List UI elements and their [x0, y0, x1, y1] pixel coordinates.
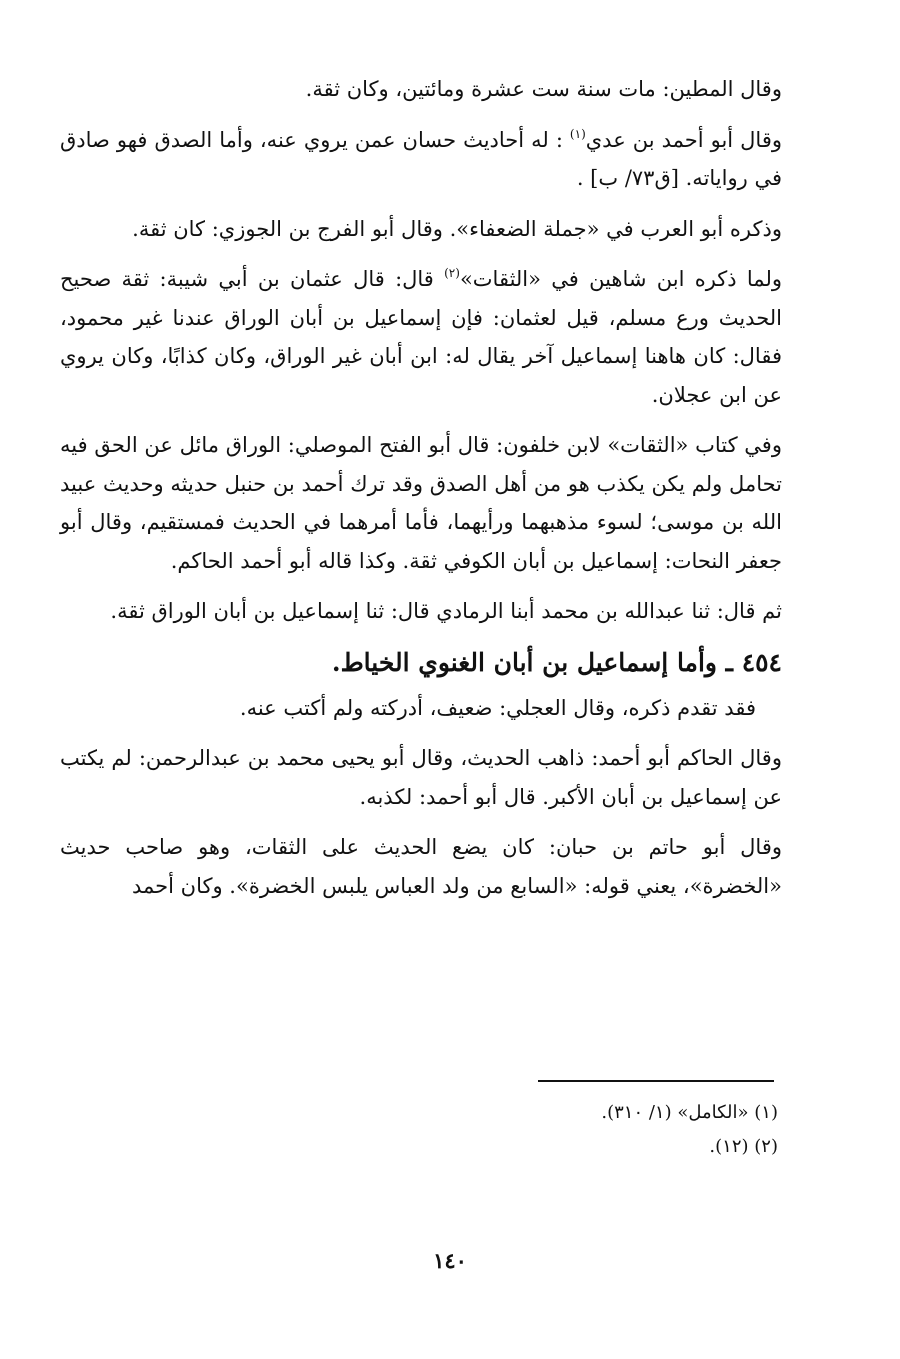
entry-heading-454: ٤٥٤ ـ وأما إسماعيل بن أبان الغنوي الخياط.	[331, 647, 782, 677]
footnote-1: (١) «الكامل» (١/ ٣١٠).	[601, 1102, 778, 1123]
paragraph-ibn-adi	[60, 121, 782, 198]
paragraph-ijli: فقد تقدم ذكره، وقال العجلي: ضعيف، أدركته ولم أكتب عنه.	[239, 695, 756, 720]
page-number: ١٤٠	[433, 1248, 467, 1273]
paragraph-hakim: وقال الحاكم أبو أحمد: ذاهب الحديث، وقال أبو يحيى محمد بن عبدالرحمن: لم يكتب عن إسماعيل بن أبان الأكبر. قال أبو أحمد: لكذبه.	[60, 746, 782, 809]
paragraph-ramadi: ثم قال: ثنا عبدالله بن محمد أبنا الرمادي قال: ثنا إسماعيل بن أبان الوراق ثقة.	[110, 599, 782, 623]
footnote-2: (٢) (١٢).	[709, 1136, 778, 1157]
paragraph-abu-al-arab: وذكره أبو العرب في «جملة الضعفاء». وقال أبو الفرج بن الجوزي: كان ثقة.	[132, 216, 782, 241]
paragraph-ibn-shahin-rest: قال: قال عثمان بن أبي شيبة: ثقة صحيح الحديث ورع مسلم، قيل لعثمان: فإن إسماعيل بن أبان الوراق عندنا غير محمود، فقال: كان هاهنا إسماعيل آخر يقال له: ابن أبان غير الوراق، وكان كذابًا، وكان يروي عن ابن عجلان.	[60, 267, 782, 407]
paragraph-ibn-shahin-start: ولما ذكره ابن شاهين في «الثقات»	[459, 267, 782, 291]
footnotes	[60, 1096, 778, 1164]
footnote-divider	[538, 1080, 774, 1082]
page-body	[60, 70, 782, 917]
paragraph-ibn-shahin	[60, 260, 782, 414]
paragraph-matin: وقال المطين: مات سنة ست عشرة ومائتين، وكان ثقة.	[305, 77, 782, 101]
paragraph-ibn-adi-rest: : له أحاديث حسان عمن يروي عنه، وأما الصدق فهو صادق في رواياته. [ق٧٣/ ب] .	[60, 127, 782, 190]
paragraph-ibn-hibban: وقال أبو حاتم بن حبان: كان يضع الحديث على الثقات، وهو صاحب حديث «الخضرة»، يعني قوله: «السابع من ولد العباس يلبس الخضرة». وكان أحمد	[60, 835, 782, 898]
paragraph-ibn-adi-start: وقال أبو أحمد بن عدي	[585, 127, 782, 152]
footnote-ref-2[interactable]: (٢)	[444, 266, 460, 280]
footnote-ref-1[interactable]: (١)	[569, 126, 586, 141]
paragraph-ibn-khalfun: وفي كتاب «الثقات» لابن خلفون: قال أبو الفتح الموصلي: الوراق مائل عن الحق فيه تحامل ولم يكن يكذب هو من أهل الصدق وقد ترك أحمد بن حنبل حديثه وحديث عبيد الله بن موسى؛ لسوء مذهبهما ورأيهما، فأما أمرهما في الحديث فمستقيم، وقال أبو جعفر النحات: إسماعيل بن أبان الكوفي ثقة. وكذا قاله أبو أحمد الحاكم.	[60, 433, 782, 573]
